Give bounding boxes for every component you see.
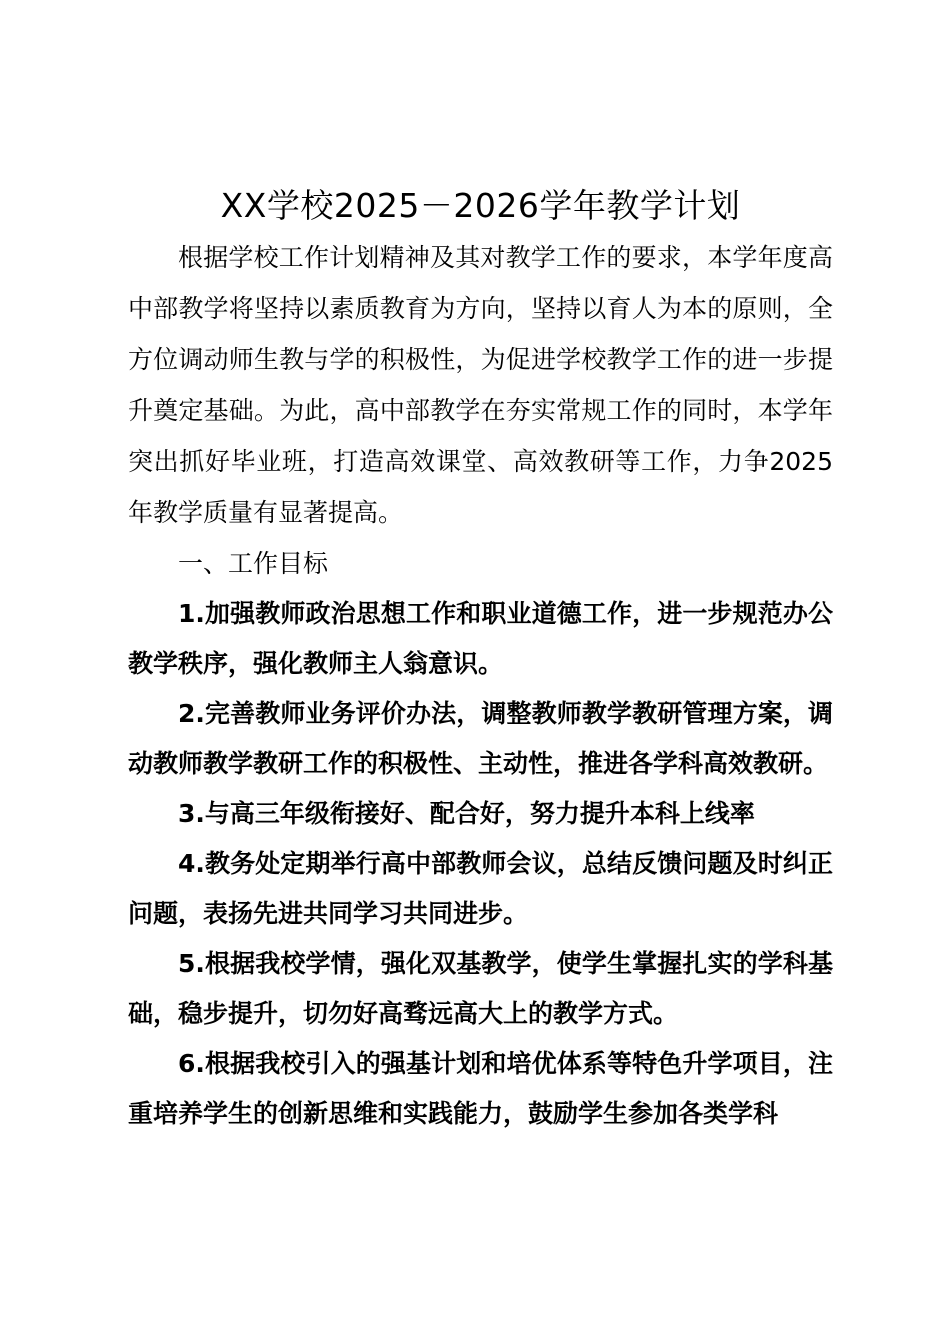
document-body (128, 184, 833, 1139)
document-title: XX学校2025－2026学年教学计划 (220, 186, 741, 225)
goal-item-1: 1.加强教师政治思想工作和职业道德工作，进一步规范办公教学秩序，强化教师主人翁意识。 (128, 599, 833, 678)
goal-item-5: 5.根据我校学情，强化双基教学，使学生掌握扎实的学科基础，稳步提升，切勿好高骛远高大上的教学方式。 (128, 949, 833, 1028)
goal-item-6: 6.根据我校引入的强基计划和培优体系等特色升学项目，注重培养学生的创新思维和实践能力，鼓励学生参加各类学科 (128, 1049, 833, 1128)
goal-item-3: 3.与高三年级衔接好、配合好，努力提升本科上线率 (178, 799, 755, 828)
section-heading: 一、工作目标 (178, 549, 329, 578)
intro-paragraph: 根据学校工作计划精神及其对教学工作的要求，本学年度高中部教学将坚持以素质教育为方向，坚持以育人为本的原则，全方位调动师生教与学的积极性，为促进学校教学工作的进一步提升奠定基础。为此，高中部教学在夯实常规工作的同时，本学年突出抓好毕业班，打造高效课堂、高效教研等工作，力争2025年教学质量有显著提高。 (128, 243, 833, 527)
goal-item-4: 4.教务处定期举行高中部教师会议，总结反馈问题及时纠正问题，表扬先进共同学习共同进步。 (128, 849, 833, 928)
goal-item-2: 2.完善教师业务评价办法，调整教师教学教研管理方案，调动教师教学教研工作的积极性、主动性，推进各学科高效教研。 (128, 699, 833, 778)
